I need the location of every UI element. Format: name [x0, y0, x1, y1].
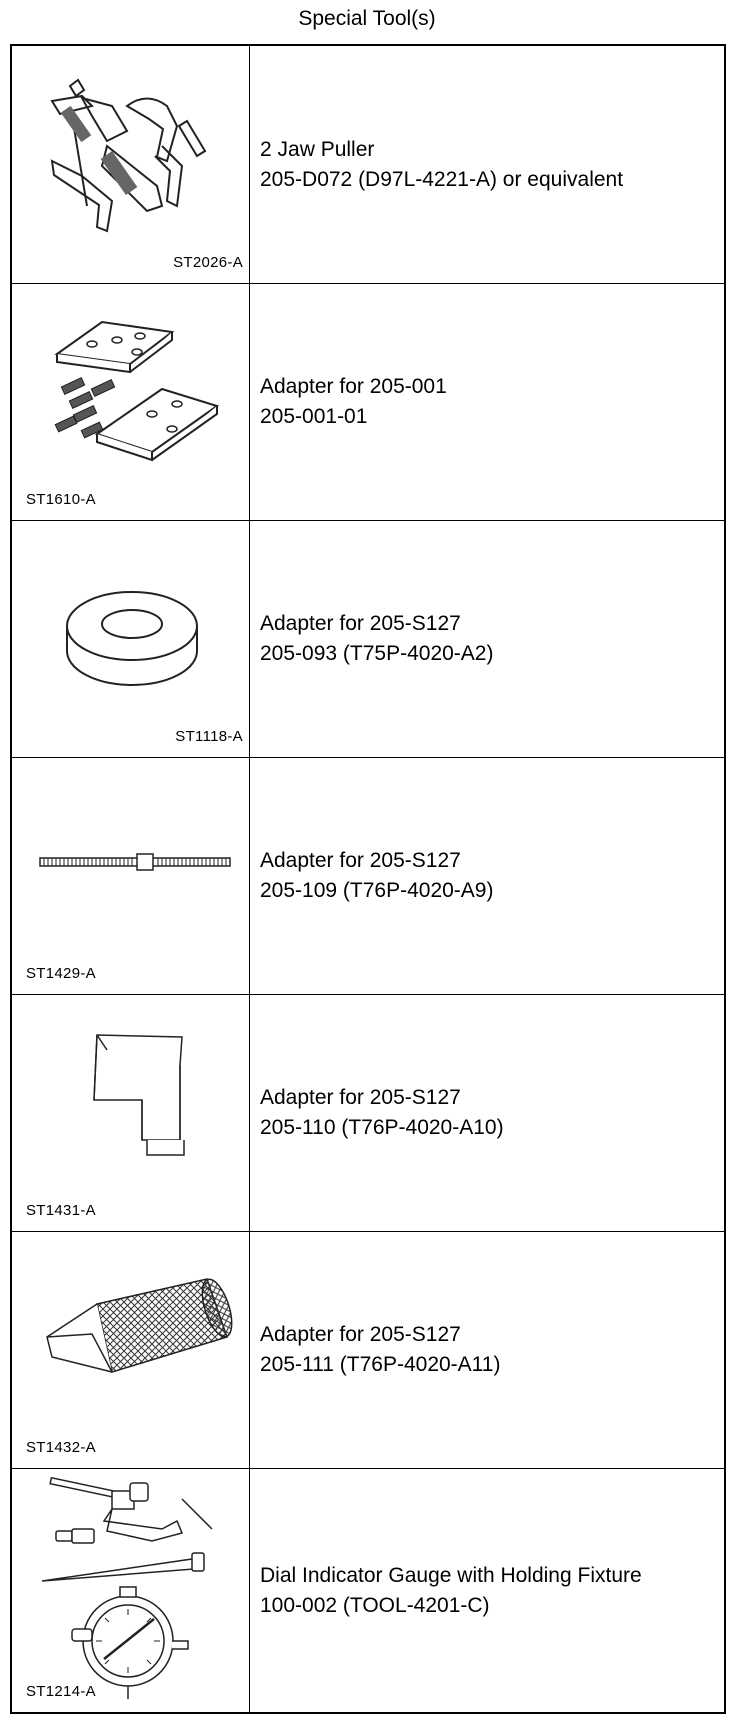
- tool-description: [260, 284, 718, 520]
- tool-image-code: ST1431-A: [26, 1202, 96, 1219]
- tool-part-number: 205-110 (T76P-4020-A10): [260, 1116, 504, 1139]
- tool-row: [12, 46, 724, 283]
- tool-row: [12, 994, 724, 1231]
- tool-name: Adapter for 205-S127: [260, 1086, 461, 1109]
- tool-part-number: 205-111 (T76P-4020-A11): [260, 1353, 501, 1376]
- tool-image-cell: [12, 1469, 250, 1712]
- block-adapter-icon: [12, 995, 250, 1232]
- tool-image-code: ST1610-A: [26, 491, 96, 508]
- tool-name: Adapter for 205-S127: [260, 849, 461, 872]
- tool-part-number: 100-002 (TOOL-4201-C): [260, 1593, 490, 1617]
- tool-part-number: 205-001-01: [260, 405, 368, 428]
- tool-image-cell: [12, 1232, 250, 1468]
- tool-image-code: ST1214-A: [26, 1683, 96, 1700]
- jaw-puller-icon: [12, 46, 250, 283]
- special-tools-table: [10, 44, 726, 1714]
- tool-description: [260, 995, 718, 1231]
- tool-row: [12, 1231, 724, 1468]
- tool-description: [260, 1232, 718, 1468]
- tool-description: [260, 758, 718, 994]
- tool-row: [12, 520, 724, 757]
- tool-name: Adapter for 205-S127: [260, 612, 461, 635]
- knurled-cone-icon: [12, 1232, 250, 1469]
- tool-name: Adapter for 205-S127: [260, 1323, 461, 1346]
- tool-row: [12, 283, 724, 520]
- tool-description: [260, 1469, 718, 1712]
- tool-description: [260, 521, 718, 757]
- ring-adapter-icon: [12, 521, 250, 758]
- tool-image-cell: [12, 758, 250, 994]
- tool-row: [12, 757, 724, 994]
- tool-image-cell: [12, 521, 250, 757]
- tool-image-cell: [12, 46, 250, 283]
- tool-description: [260, 46, 718, 283]
- tool-part-number: 205-D072 (D97L-4221-A) or equivalent: [260, 167, 624, 191]
- adapter-plates-icon: [12, 284, 250, 521]
- tool-image-code: ST1432-A: [26, 1439, 96, 1456]
- tool-name: Dial Indicator Gauge with Holding Fixture: [260, 1563, 642, 1587]
- tool-image-cell: [12, 995, 250, 1231]
- tool-name: 2 Jaw Puller: [260, 137, 375, 161]
- threaded-rod-icon: [12, 758, 250, 995]
- tool-part-number: 205-109 (T76P-4020-A9): [260, 879, 494, 902]
- tool-image-code: ST1118-A: [175, 728, 243, 745]
- tool-row: [12, 1468, 724, 1712]
- tool-part-number: 205-093 (T75P-4020-A2): [260, 642, 494, 665]
- tool-image-code: ST2026-A: [173, 254, 243, 271]
- tool-name: Adapter for 205-001: [260, 375, 447, 398]
- tool-image-code: ST1429-A: [26, 965, 96, 982]
- tool-image-cell: [12, 284, 250, 520]
- dial-indicator-icon: [12, 1469, 250, 1713]
- page-title: Special Tool(s): [298, 7, 436, 30]
